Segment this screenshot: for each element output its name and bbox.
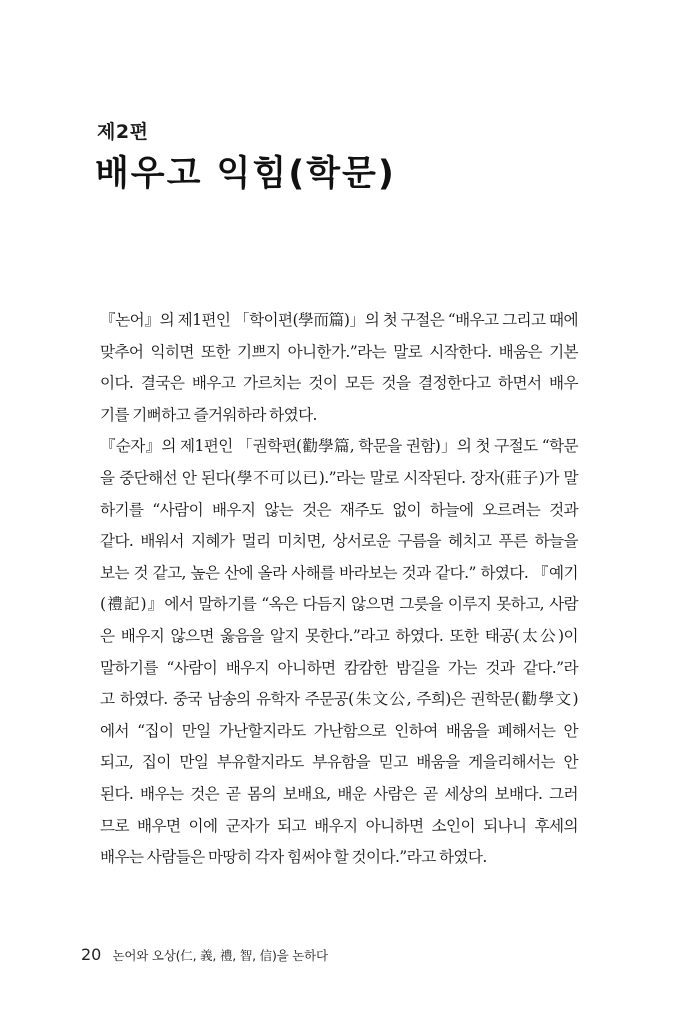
body-line: 기를 기뻐하고 즐거워하라 하였다.: [100, 405, 317, 424]
body-line: 고 하였다. 중국 남송의 유학자 주문공(朱文公, 주희)은 권학문(勸學文): [100, 690, 578, 709]
body-line: 보는 것 같고, 높은 산에 올라 사해를 바라보는 것과 같다.” 하였다. 『예기: [100, 563, 578, 582]
running-title: 논어와 오상(仁, 義, 禮, 智, 信)을 논하다: [112, 948, 328, 963]
body-line: 므로 배우면 이에 군자가 되고 배우지 아니하면 소인이 되나니 후세의: [100, 816, 578, 835]
body-line: 『순자』의 제1편인 「권학편(勸學篇, 학문을 권함)」의 첫 구절도 “학문: [100, 437, 578, 456]
body-line: 을 중단해선 안 된다(學不可以已).”라는 말로 시작된다. 장자(莊子)가 말: [100, 468, 578, 487]
body-line: (禮記)』에서 말하기를 “옥은 다듬지 않으면 그릇을 이루지 못하고, 사람: [100, 595, 578, 614]
body-line: 같다. 배워서 지혜가 멀리 미치면, 상서로운 구름을 헤치고 푸른 하늘을: [100, 532, 578, 551]
body-line: 이다. 결국은 배우고 가르치는 것이 모든 것을 결정한다고 하면서 배우: [100, 374, 578, 393]
body-line: 된다. 배우는 것은 곧 몸의 보배요, 배운 사람은 곧 세상의 보배다. 그러: [100, 784, 578, 803]
body-line: 은 배우지 않으면 옳음을 알지 못한다.”라고 하였다. 또한 태공(太公)이: [100, 626, 578, 645]
body-line: 에서 “집이 만일 가난할지라도 가난함으로 인하여 배움을 폐해서는 안: [100, 721, 578, 740]
body-line: 맞추어 익히면 또한 기쁘지 아니한가.”라는 말로 시작한다. 배움은 기본: [100, 342, 578, 361]
chapter-title: 배우고 익힘(학문): [95, 154, 396, 194]
body-line: 배우는 사람들은 마땅히 각자 힘써야 할 것이다.”라고 하였다.: [100, 848, 487, 867]
page-footer: [81, 945, 328, 964]
body-line: 하기를 “사람이 배우지 않는 것은 재주도 없이 하늘에 오르려는 것과: [100, 500, 578, 519]
body-line: 『논어』의 제1편인 「학이편(學而篇)」의 첫 구절은 “배우고 그리고 때에: [100, 311, 578, 329]
body-line: 말하기를 “사람이 배우지 아니하면 캄캄한 밤길을 가는 것과 같다.”라: [100, 658, 578, 677]
body-line: 되고, 집이 만일 부유할지라도 부유함을 믿고 배움을 게을리해서는 안: [100, 753, 578, 772]
body-text: [100, 305, 578, 874]
page-number: 20: [81, 945, 102, 964]
chapter-label: 제2편: [97, 121, 149, 143]
